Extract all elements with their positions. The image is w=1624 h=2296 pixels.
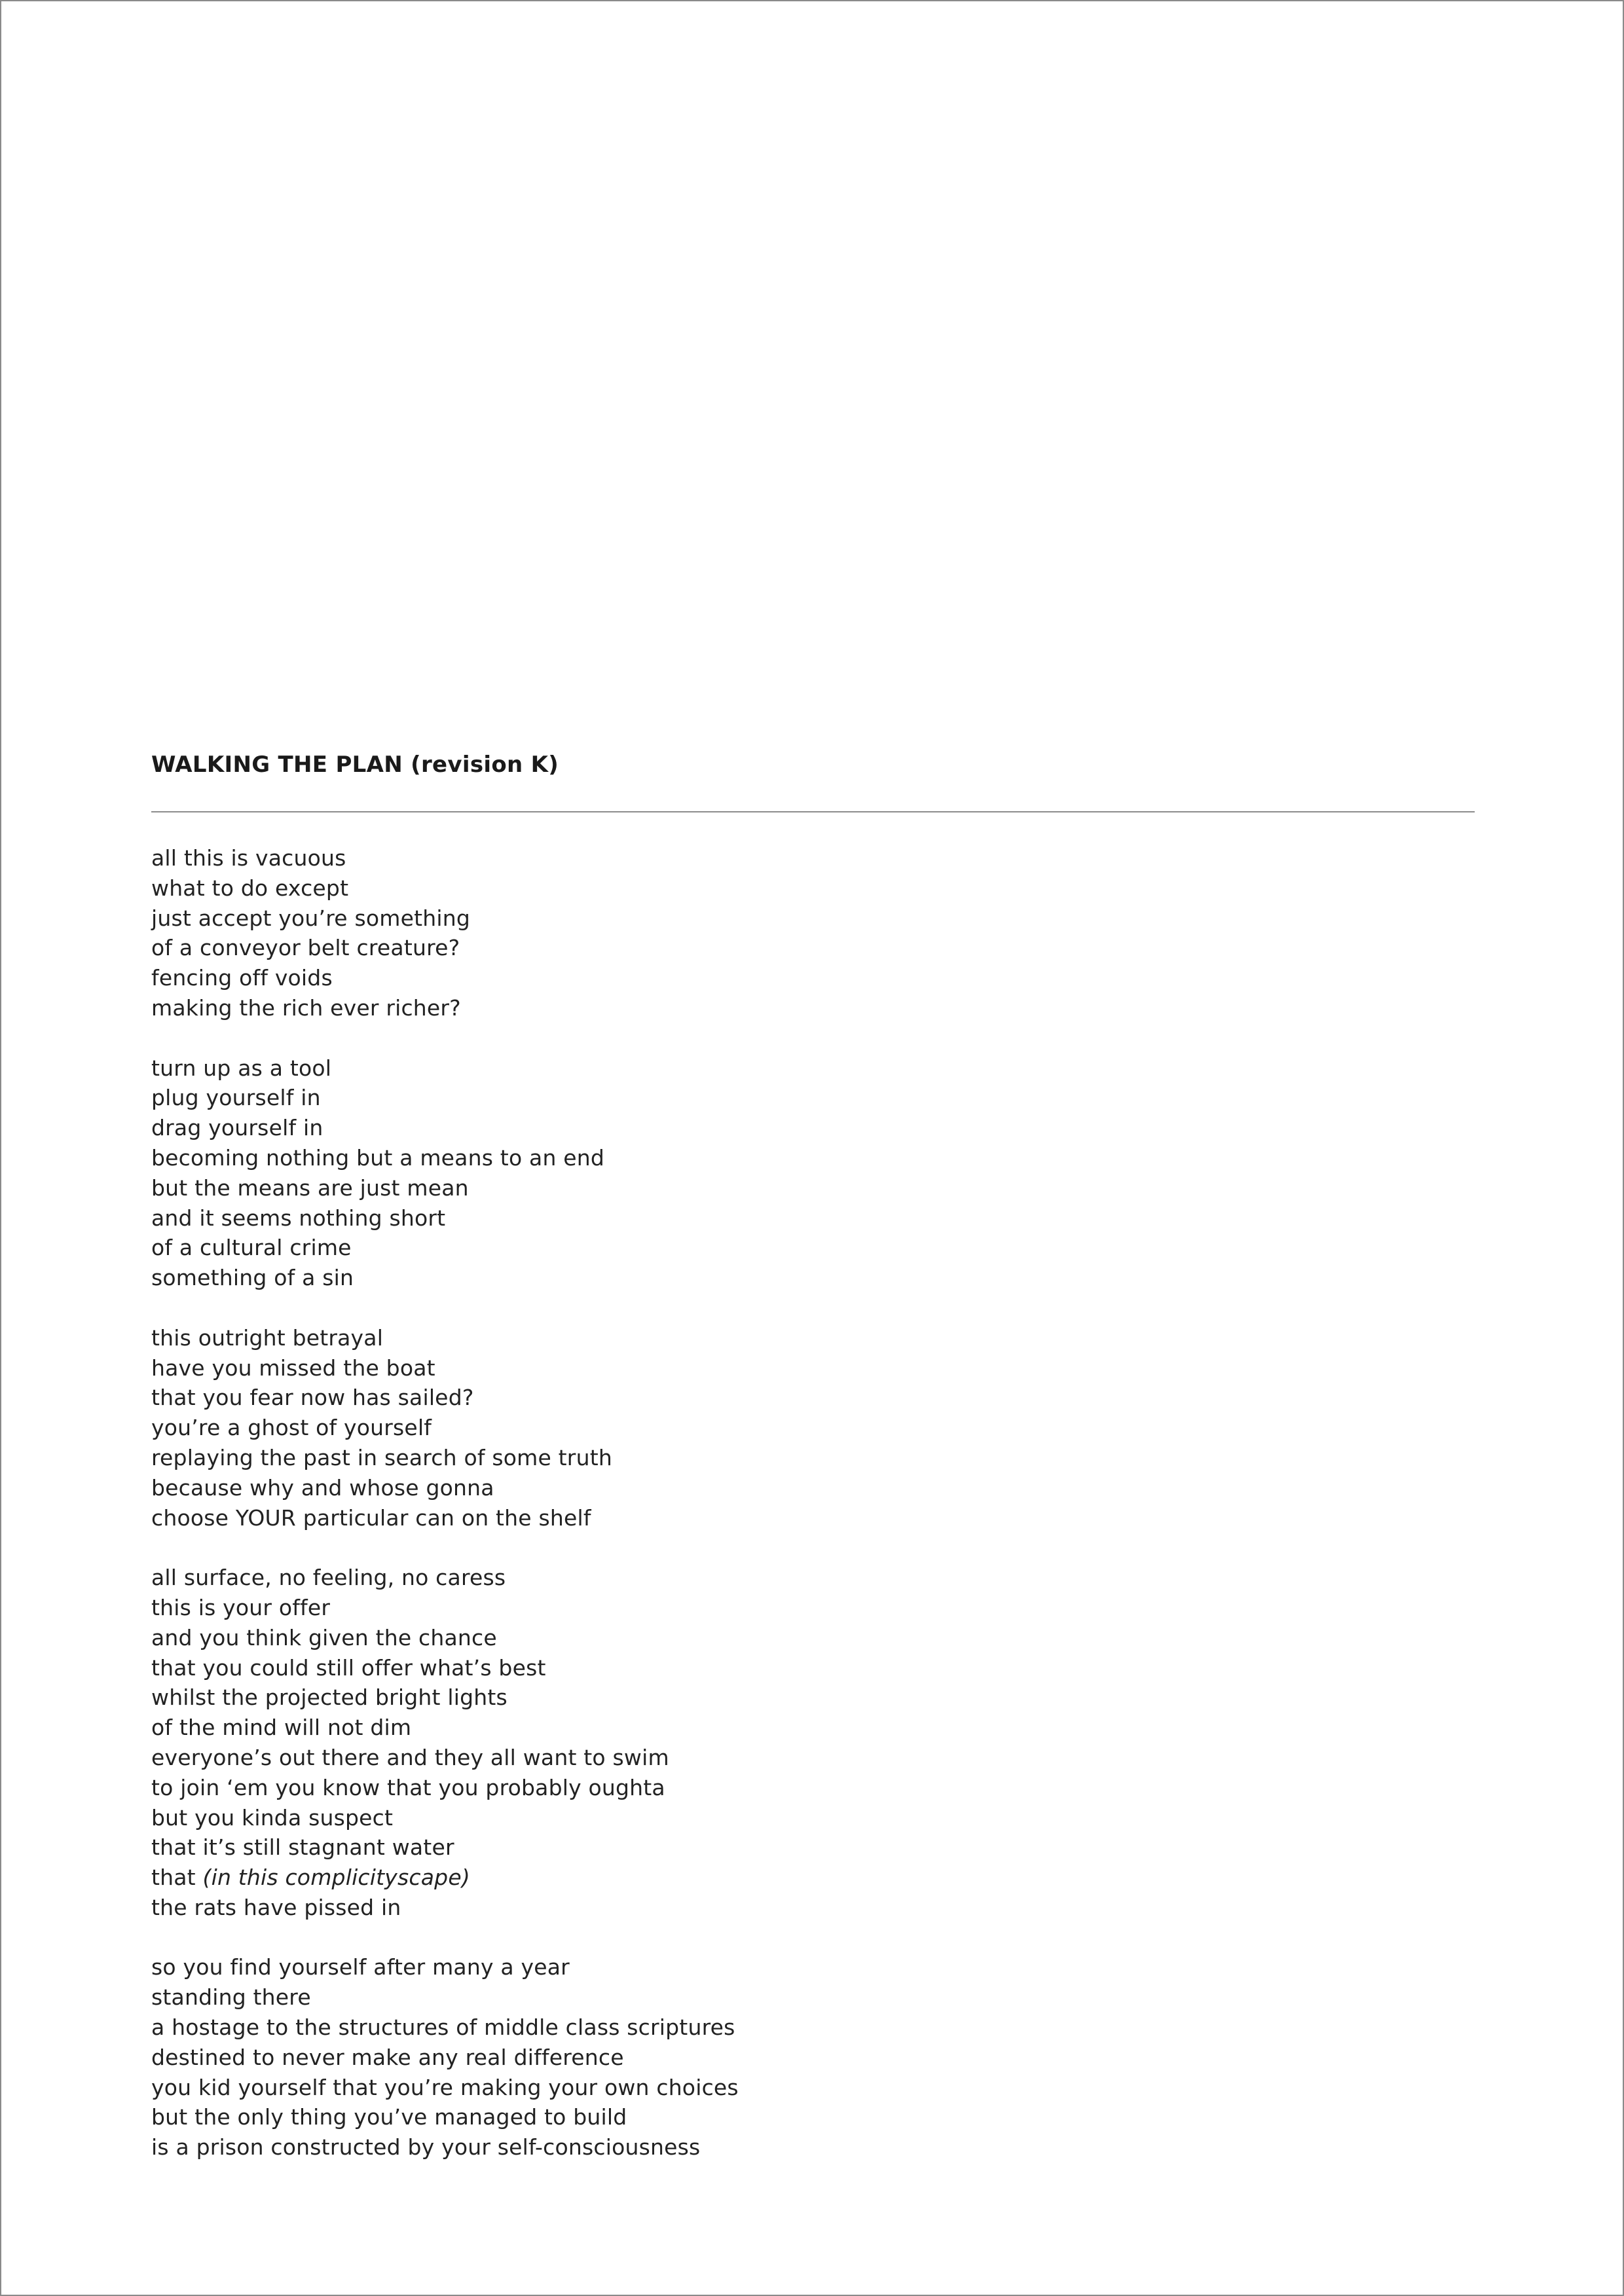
poem-line: drag yourself in <box>151 1115 323 1141</box>
poem-line: this outright betrayal <box>151 1324 384 1351</box>
poem-line: standing there <box>151 1984 311 2011</box>
poem-line: is a prison constructed by your self-consciousness <box>151 2134 701 2160</box>
poem-line: that you fear now has sailed? <box>151 1385 474 1411</box>
poem-line: of the mind will not dim <box>151 1715 412 1741</box>
poem-line: but you kinda suspect <box>151 1804 394 1831</box>
poem-line: of a conveyor belt creature? <box>151 935 460 961</box>
poem-line: turn up as a tool <box>151 1055 332 1081</box>
stanza-2 <box>151 1053 1461 1293</box>
poem-line: so you find yourself after many a year <box>151 1954 570 1980</box>
poem-line: whilst the projected bright lights <box>151 1685 507 1711</box>
poem-line: what to do except <box>151 875 349 901</box>
poem-line-with-aside <box>151 1863 1461 1893</box>
stanza-4 <box>151 1563 1461 1923</box>
poem-line: have you missed the boat <box>151 1355 435 1381</box>
poem-line: you kid yourself that you’re making your own choices <box>151 2074 739 2100</box>
poem-line: a hostage to the structures of middle class scriptures <box>151 2014 735 2041</box>
poem-line: because why and whose gonna <box>151 1474 494 1501</box>
poem-line: but the only thing you’ve managed to build <box>151 2104 627 2130</box>
poem-line: destined to never make any real difference <box>151 2044 624 2070</box>
poem-line: you’re a ghost of yourself <box>151 1415 432 1441</box>
poem-line: all this is vacuous <box>151 845 346 871</box>
poem-line: plug yourself in <box>151 1085 321 1111</box>
poem-line: all surface, no feeling, no caress <box>151 1565 506 1591</box>
poem-line: and you think given the chance <box>151 1624 497 1650</box>
poem-line: becoming nothing but a means to an end <box>151 1144 605 1171</box>
poem-line: everyone’s out there and they all want to swim <box>151 1744 669 1770</box>
poem-line: that it’s still stagnant water <box>151 1834 454 1861</box>
poem-line: the rats have pissed in <box>151 1894 401 1920</box>
poem-body <box>151 843 1461 2193</box>
stanza-5 <box>151 1952 1461 2162</box>
poem-line: making the rich ever richer? <box>151 994 461 1021</box>
poem-line: but the means are just mean <box>151 1175 469 1201</box>
poem-line: that you could still offer what’s best <box>151 1654 546 1681</box>
poem-line: of a cultural crime <box>151 1235 352 1261</box>
poem-line: fencing off voids <box>151 965 333 991</box>
poem-line: replaying the past in search of some truth <box>151 1444 612 1470</box>
stanza-1 <box>151 843 1461 1023</box>
poem-line-prefix: that <box>151 1865 203 1891</box>
stanza-3 <box>151 1323 1461 1533</box>
poem-line: this is your offer <box>151 1594 331 1620</box>
italic-aside: (in this complicityscape) <box>202 1865 470 1891</box>
poem-line: and it seems nothing short <box>151 1205 446 1231</box>
title-divider <box>151 811 1475 812</box>
poem-line: choose YOUR particular can on the shelf <box>151 1504 591 1531</box>
poem-line: to join ‘em you know that you probably oughta <box>151 1774 665 1800</box>
poem-line: just accept you’re something <box>151 905 470 931</box>
poem-line: something of a sin <box>151 1265 354 1291</box>
poem-title: WALKING THE PLAN (revision K) <box>151 752 559 778</box>
